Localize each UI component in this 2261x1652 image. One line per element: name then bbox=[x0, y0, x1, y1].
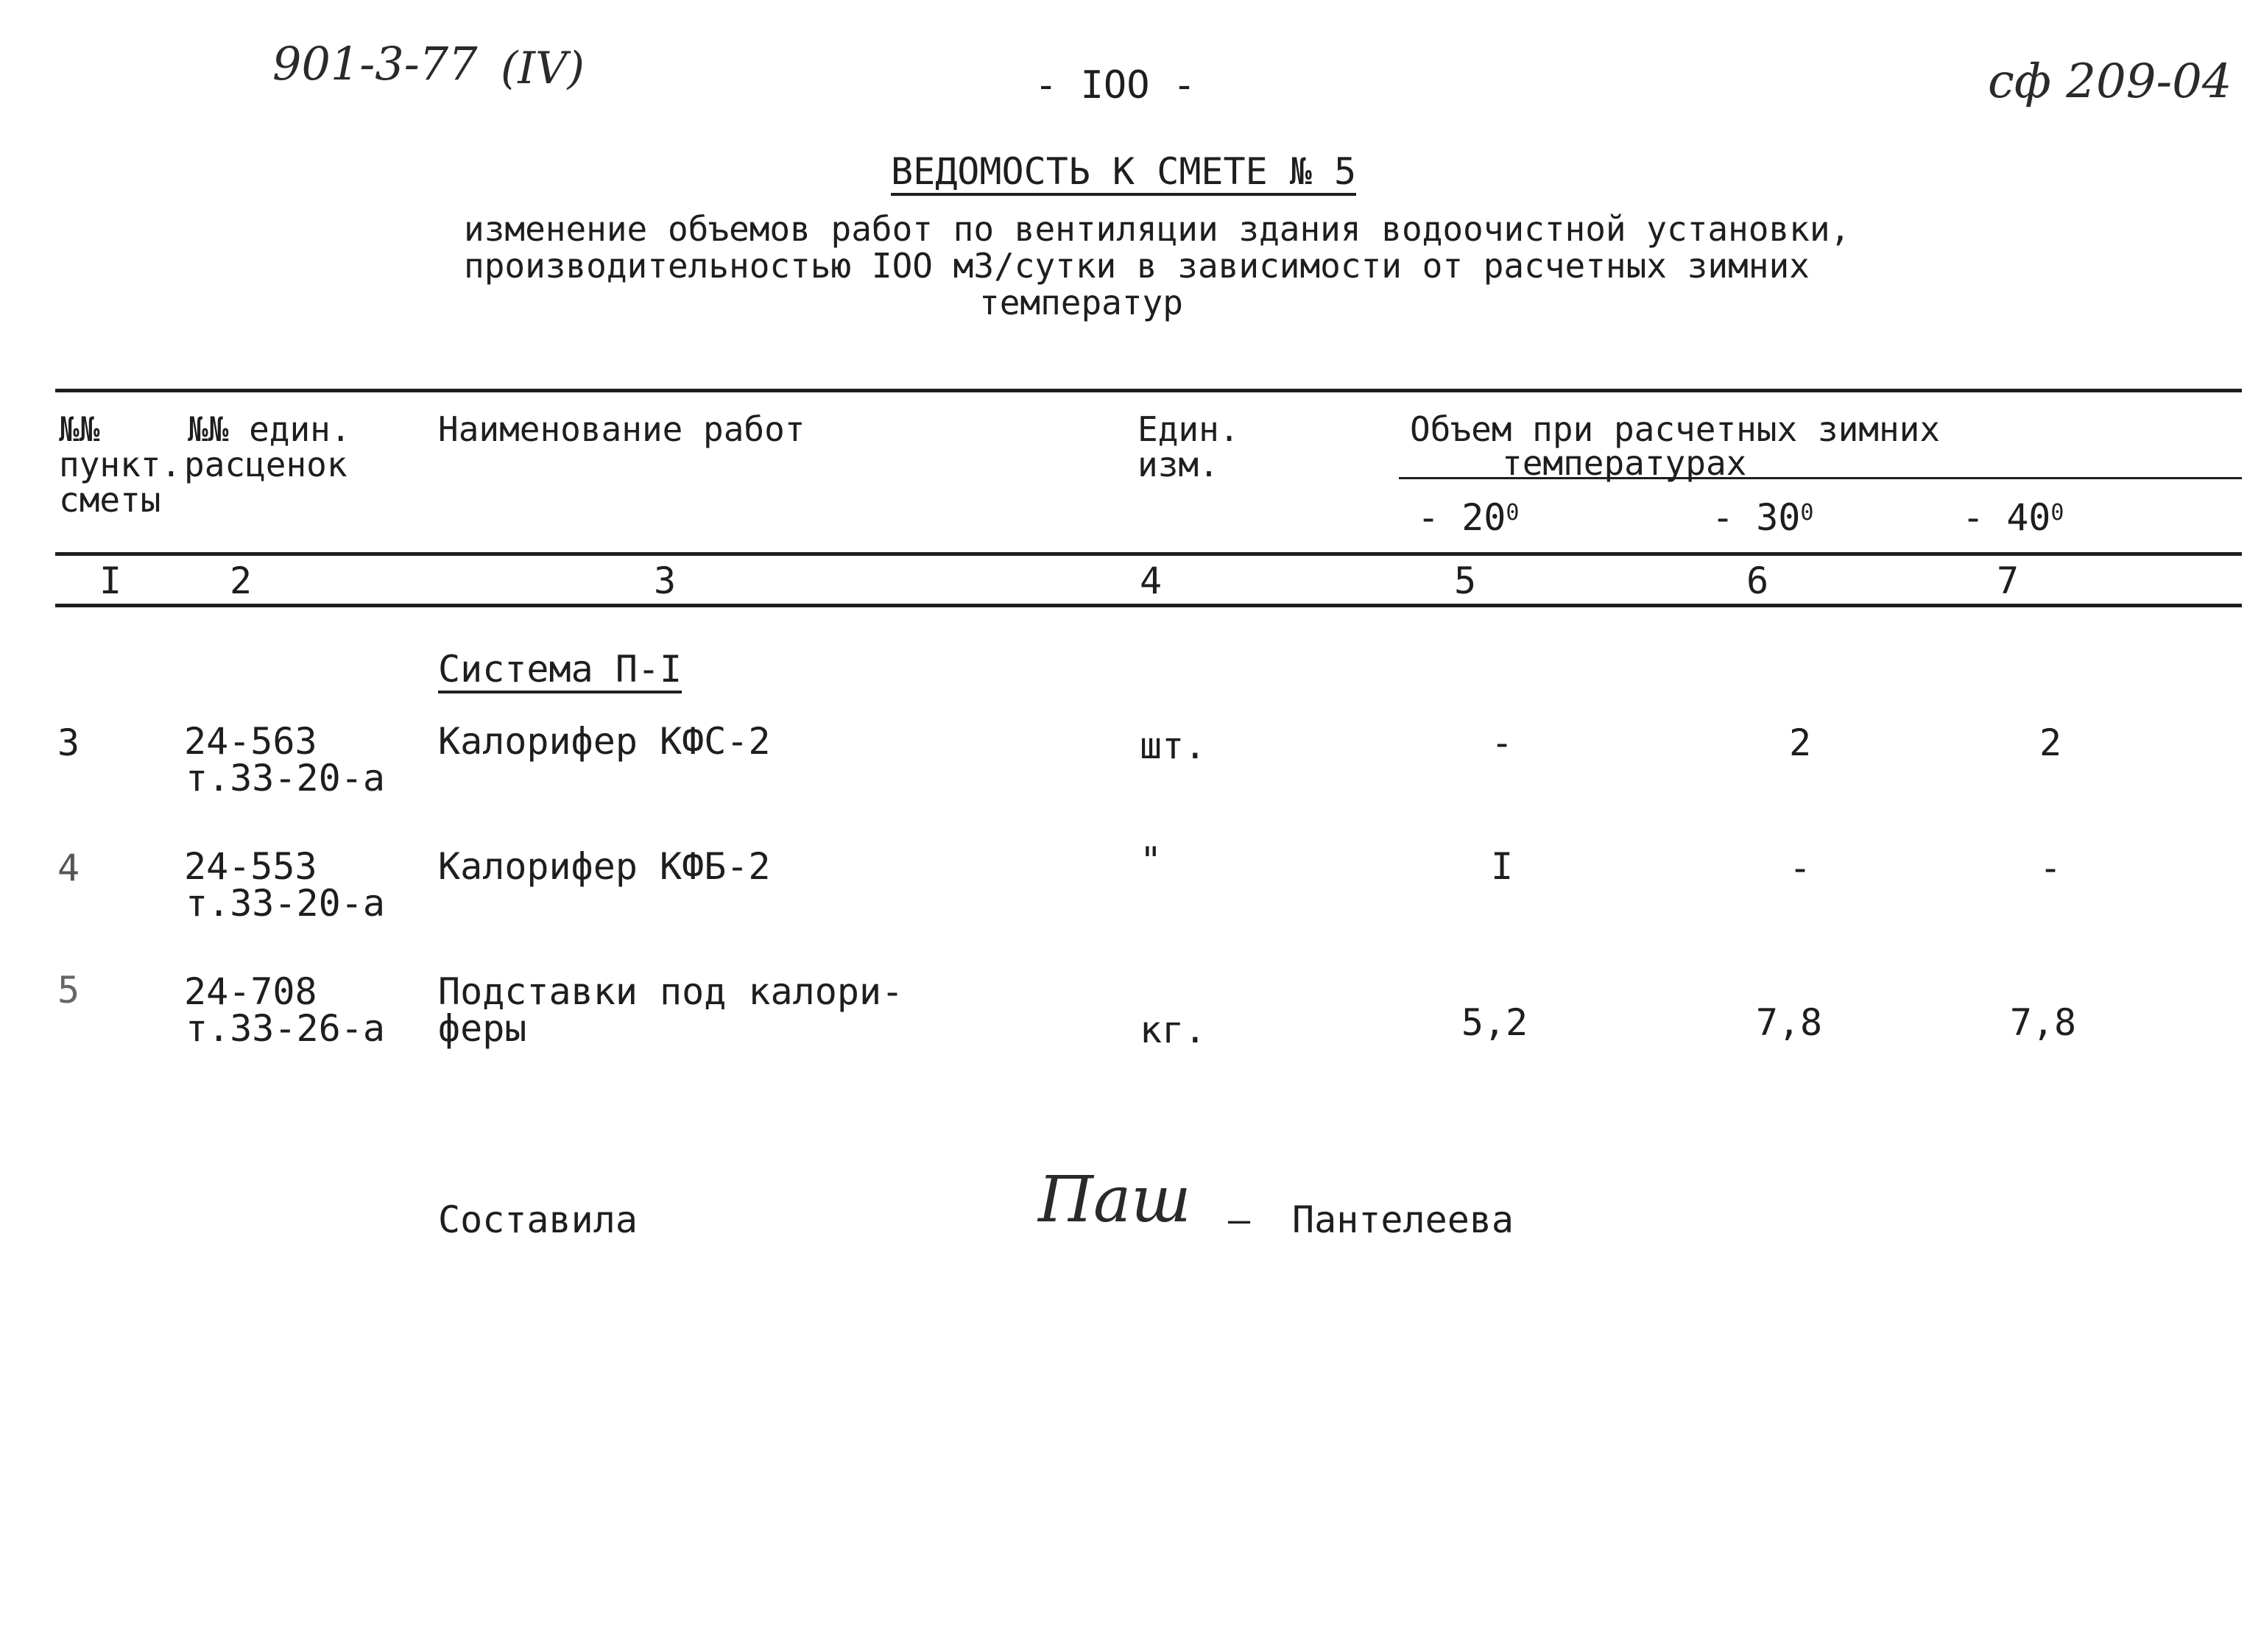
row-value-minus-40: 2 bbox=[2039, 721, 2062, 764]
row-item-number: 4 bbox=[57, 847, 80, 889]
row-work-name-line-1: Подставки под калори- bbox=[438, 970, 904, 1013]
row-unit: шт. bbox=[1140, 724, 1207, 767]
row-rate-code-line-1: 24-563 bbox=[184, 720, 317, 763]
column-number-1: I bbox=[99, 560, 122, 602]
row-work-name-line-2: феры bbox=[438, 1007, 527, 1050]
row-value-minus-40: 7,8 bbox=[2009, 1001, 2077, 1044]
subtitle-line-2: производительностью IOO м3/сутки в зависимости от расчетных зимних bbox=[464, 246, 1810, 286]
subtitle-line-3: температур bbox=[979, 283, 1183, 322]
header-item-line-1: №№ bbox=[59, 409, 100, 449]
header-temp-minus-40: - $40^0$ bbox=[1962, 496, 2064, 539]
row-value-minus-30: - bbox=[1788, 847, 1812, 889]
column-number-4: 4 bbox=[1140, 560, 1163, 602]
row-value-minus-40: - bbox=[2039, 847, 2062, 889]
volume-mark: (IV) bbox=[501, 43, 585, 94]
row-rate-code-line-2: т.33-26-а bbox=[186, 1007, 385, 1050]
row-value-minus-20: - bbox=[1490, 721, 1514, 764]
header-item-line-3: сметы bbox=[59, 480, 161, 520]
section-heading: Система П-I bbox=[438, 649, 682, 693]
row-work-name: Калорифер КФС-2 bbox=[438, 720, 771, 763]
column-number-6: 6 bbox=[1746, 560, 1769, 602]
row-item-number: 3 bbox=[57, 721, 80, 764]
header-unit-line-2: изм. bbox=[1137, 445, 1219, 484]
header-temp-minus-20: - $20^0$ bbox=[1417, 496, 1520, 539]
row-unit: " bbox=[1140, 839, 1163, 882]
row-unit: кг. bbox=[1140, 1009, 1207, 1051]
signature-dash: — bbox=[1228, 1199, 1251, 1241]
signature: Паш bbox=[1038, 1163, 1191, 1237]
header-item-line-2: пункт. bbox=[59, 445, 182, 484]
row-value-minus-20: 5,2 bbox=[1461, 1001, 1528, 1044]
header-temp-minus-30: - $30^0$ bbox=[1712, 496, 1814, 539]
header-rate-line-1: №№ един. bbox=[188, 409, 351, 449]
column-number-7: 7 bbox=[1997, 560, 2020, 602]
row-rate-code-line-1: 24-553 bbox=[184, 845, 317, 888]
row-rate-code-line-1: 24-708 bbox=[184, 970, 317, 1013]
compiled-by-label: Составила bbox=[438, 1199, 638, 1241]
header-rate-line-2: расценок bbox=[184, 445, 348, 484]
header-unit-line-1: Един. bbox=[1137, 409, 1240, 449]
column-number-5: 5 bbox=[1454, 560, 1477, 602]
row-item-number: 5 bbox=[57, 969, 80, 1012]
row-value-minus-20: I bbox=[1490, 845, 1514, 888]
row-work-name: Калорифер КФБ-2 bbox=[438, 845, 771, 888]
compiler-name: Пантелеева bbox=[1292, 1199, 1514, 1241]
column-numbers-rule bbox=[55, 604, 2242, 607]
header-work-name: Наименование работ bbox=[438, 409, 805, 449]
subtitle-line-1: изменение объемов работ по вентиляции здания водоочистной установки, bbox=[464, 209, 1851, 249]
column-number-3: 3 bbox=[654, 560, 677, 602]
row-rate-code-line-2: т.33-20-а bbox=[186, 757, 385, 799]
header-group-line-1: Объем при расчетных зимних bbox=[1410, 409, 1941, 449]
row-value-minus-30: 2 bbox=[1788, 721, 1812, 764]
column-number-2: 2 bbox=[230, 560, 253, 602]
doc-code-left: 901-3-77 bbox=[272, 37, 478, 91]
header-group-line-2: температурах bbox=[1502, 443, 1747, 483]
row-value-minus-30: 7,8 bbox=[1755, 1001, 1823, 1044]
statement-title: ВЕДОМОСТЬ К СМЕТЕ № 5 bbox=[891, 152, 1356, 196]
row-rate-code-line-2: т.33-20-а bbox=[186, 882, 385, 925]
page-number: - IOO - bbox=[1034, 63, 1196, 107]
doc-code-right: сф 209-04 bbox=[1988, 54, 2232, 109]
header-bottom-rule bbox=[55, 552, 2242, 556]
table-top-rule bbox=[55, 389, 2242, 392]
